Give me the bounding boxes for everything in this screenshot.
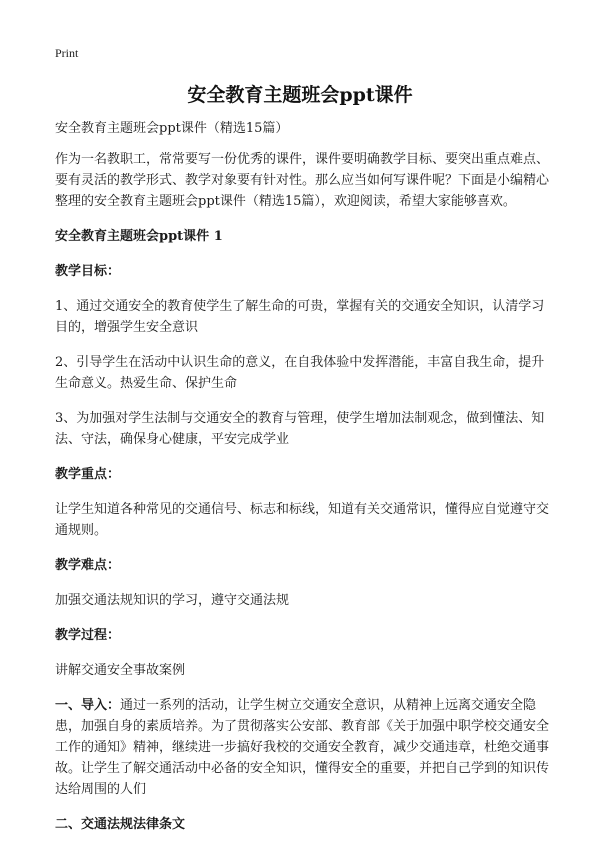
document-subtitle: 安全教育主题班会ppt课件（精选15篇） <box>55 121 289 136</box>
step-2-title: 二、交通法规法律条文 <box>55 817 186 832</box>
process-label: 教学过程： <box>55 628 121 643</box>
print-link[interactable]: Print <box>55 46 79 60</box>
step-1-text: 通过一系列的活动，让学生树立交通安全意识，从精神上远离交通安全隐患，加强自身的素质培养。为了贯彻落实公安部、教育部《关于加强中职学校交通安全工作的通知》精神，继续进一步搞好我校的交通安全教育，减少交通违章，杜绝交通事故。让学生了解交通活动中必备的安全知识，懂得安全的重要，并把自己学到的知识传达给周围的人们 <box>55 698 550 797</box>
page-title: 安全教育主题班会ppt课件 <box>187 84 413 106</box>
document-body <box>55 118 550 849</box>
intro-paragraph: 作为一名教职工，常常要写一份优秀的课件，课件要明确教学目标、要突出重点难点、要有灵活的教学形式、教学对象要有针对性。那么应当如何写课件呢？下面是小编精心整理的安全教育主题班会ppt课件（精选15篇），欢迎阅读，希望大家能够喜欢。 <box>55 152 550 209</box>
key-points-text: 让学生知道各种常见的交通信号、标志和标线，知道有关交通常识，懂得应自觉遵守交通规则。 <box>55 502 550 538</box>
goal-item-2: 2、引导学生在活动中认识生命的意义，在自我体验中发挥潜能，丰富自我生命，提升生命意义。热爱生命、保护生命 <box>55 355 545 391</box>
process-intro: 讲解交通安全事故案例 <box>55 663 186 678</box>
section-title-1: 安全教育主题班会ppt课件 1 <box>55 229 223 244</box>
difficulty-text: 加强交通法规知识的学习，遵守交通法规 <box>55 593 290 608</box>
goal-item-3: 3、为加强对学生法制与交通安全的教育与管理，使学生增加法制观念，做到懂法、知法、守法，确保身心健康，平安完成学业 <box>55 411 545 447</box>
teaching-goals-label: 教学目标： <box>55 264 121 279</box>
key-points-label: 教学重点： <box>55 467 121 482</box>
step-1-paragraph <box>55 695 550 800</box>
step-1-lead: 一、导入： <box>55 698 121 713</box>
goal-item-1: 1、通过交通安全的教育使学生了解生命的可贵，掌握有关的交通安全知识，认清学习目的，增强学生安全意识 <box>55 299 545 335</box>
difficulty-label: 教学难点： <box>55 558 121 573</box>
